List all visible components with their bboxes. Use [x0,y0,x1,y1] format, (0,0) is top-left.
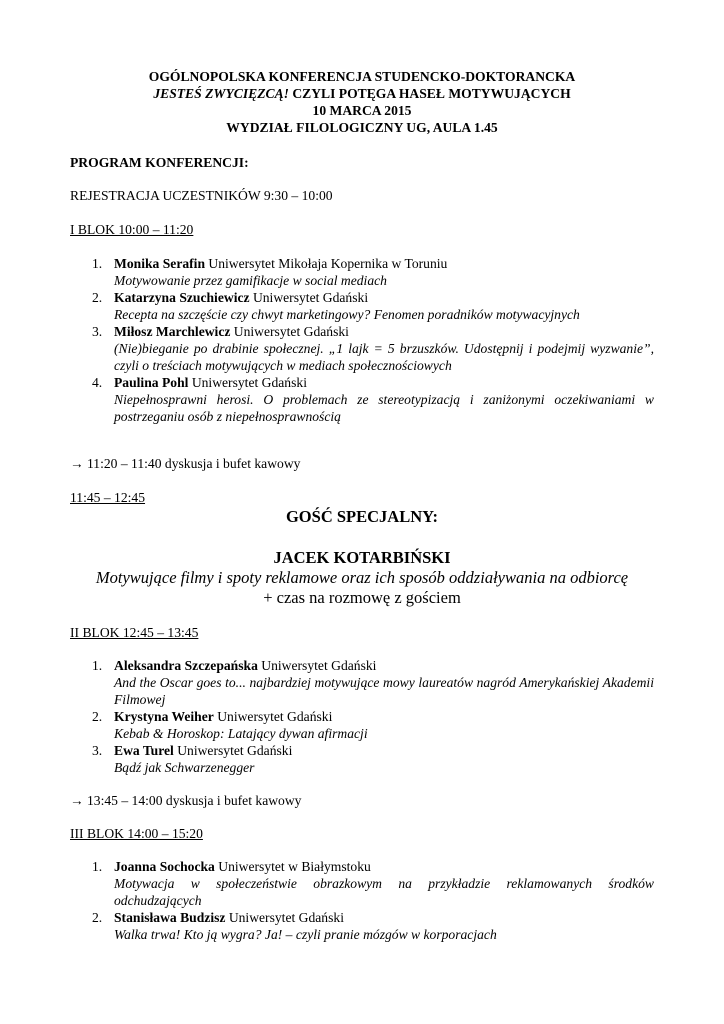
talk-item [70,323,654,374]
break1-line: → 11:20 – 11:40 dyskusja i bufet kawowy [70,456,301,471]
conference-subtitle-rest: CZYLI POTĘGA HASEŁ MOTYWUJĄCYCH [288,86,571,101]
talk-number: 2. [92,709,103,724]
block2-talk-list [70,657,654,776]
speaker-affiliation: Uniwersytet Gdański [249,290,369,305]
block1-heading: I BLOK 10:00 – 11:20 [70,222,194,237]
talk-item [70,255,654,289]
talk-item [70,909,654,943]
speaker-name: Ewa Turel [114,743,174,758]
speaker-name: Stanisława Budzisz [114,910,226,925]
speaker-affiliation: Uniwersytet Gdański [257,658,377,673]
talk-number: 2. [92,910,103,925]
conference-date: 10 MARCA 2015 [312,103,412,118]
special-guest-name: JACEK KOTARBIŃSKI [273,548,451,567]
speaker-name: Aleksandra Szczepańska [114,658,258,673]
talk-item [70,742,654,776]
special-guest-time: 11:45 – 12:45 [70,490,146,505]
conference-name: OGÓLNOPOLSKA KONFERENCJA STUDENCKO-DOKTORANCKA [148,69,576,84]
block2-heading: II BLOK 12:45 – 13:45 [70,625,199,640]
talk-title: Motywowanie przez gamifikacje w social mediach [114,273,387,288]
special-guest-note: + czas na rozmowę z gościem [263,588,461,607]
talk-number: 3. [92,324,103,339]
conference-motto: JESTEŚ ZWYCIĘZCĄ! [153,86,289,101]
block3-talk-list [70,858,654,943]
talk-title: Bądź jak Schwarzenegger [114,760,255,775]
speaker-affiliation: Uniwersytet Gdański [230,324,349,339]
speaker-affiliation: Uniwersytet Gdański [225,910,344,925]
talk-item [70,657,654,708]
speaker-name: Miłosz Marchlewicz [114,324,231,339]
speaker-affiliation: Uniwersytet Gdański [213,709,333,724]
speaker-name: Katarzyna Szuchiewicz [114,290,250,305]
speaker-affiliation: Uniwersytet Gdański [173,743,293,758]
talk-number: 3. [92,743,103,758]
speaker-affiliation: Uniwersytet Gdański [188,375,307,390]
talk-title: And the Oscar goes to... najbardziej motywujące mowy laureatów nagród Amerykańskiej Akademii Filmowej [114,675,654,707]
speaker-affiliation: Uniwersytet Mikołaja Kopernika w Toruniu [205,256,448,271]
talk-title: Walka trwa! Kto ją wygra? Ja! – czyli pranie mózgów w korporacjach [114,927,497,942]
talk-number: 1. [92,658,103,673]
conference-header [0,68,724,136]
speaker-name: Joanna Sochocka [114,859,215,874]
talk-title: Niepełnosprawni herosi. O problemach ze stereotypizacją i zaniżonymi oczekiwaniami w postrzeganiu osób z niepełnosprawnością [114,392,654,424]
talk-number: 1. [92,859,103,874]
conference-subtitle [0,85,724,102]
talk-number: 4. [92,375,103,390]
special-guest-section [0,507,724,608]
talk-item [70,708,654,742]
speaker-name: Paulina Pohl [114,375,189,390]
speaker-affiliation: Uniwersytet w Białymstoku [214,859,371,874]
talk-title: Kebab & Horoskop: Latający dywan afirmacji [114,726,368,741]
talk-title: Recepta na szczęście czy chwyt marketingowy? Fenomen poradników motywacyjnych [114,307,580,322]
conference-venue: WYDZIAŁ FILOLOGICZNY UG, AULA 1.45 [226,120,498,135]
break2-line: → 13:45 – 14:00 dyskusja i bufet kawowy [70,793,302,808]
special-guest-topic: Motywujące filmy i spoty reklamowe oraz ich sposób oddziaływania na odbiorcę [95,568,629,587]
talk-item [70,289,654,323]
special-guest-label: GOŚĆ SPECJALNY: [285,507,439,526]
speaker-name: Krystyna Weiher [114,709,214,724]
program-title: PROGRAM KONFERENCJI: [70,155,249,170]
registration-line: REJESTRACJA UCZESTNIKÓW 9:30 – 10:00 [70,188,333,203]
talk-item [70,858,654,909]
talk-item [70,374,654,425]
speaker-name: Monika Serafin [114,256,206,271]
talk-title: (Nie)bieganie po drabinie społecznej. „1 lajk = 5 brzuszków. Udostępnij i podejmij wyzwanie”, czyli o treściach motywujących w mediach społecznościowych [114,341,654,373]
block1-talk-list [70,255,654,425]
talk-number: 1. [92,256,103,271]
block3-heading: III BLOK 14:00 – 15:20 [70,826,203,841]
talk-number: 2. [92,290,103,305]
talk-title: Motywacja w społeczeństwie obrazkowym na przykładzie reklamowanych środków odchudzających [114,876,654,908]
